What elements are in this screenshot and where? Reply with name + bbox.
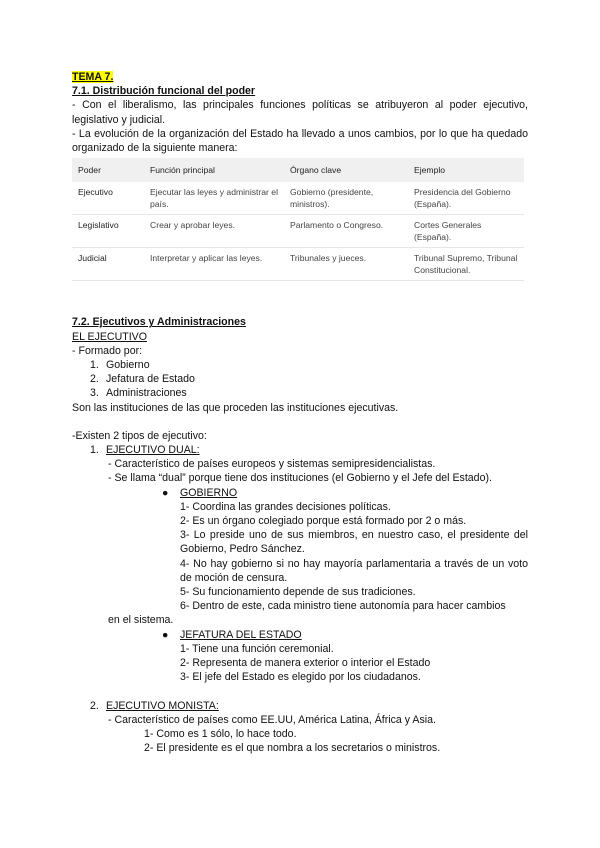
list-item: 3. Administraciones <box>90 387 187 400</box>
gobierno-bullet: ● GOBIERNO <box>162 486 238 499</box>
table-cell: Judicial <box>72 248 144 281</box>
list-item: 2. Jefatura de Estado <box>90 373 195 386</box>
section-1-paragraph-1: - Con el liberalismo, las principales funciones políticas se atribuyeron al poder ejecutivo, legislativo y judicial. <box>72 99 528 126</box>
table-cell: Ejecutar las leyes y administrar el país. <box>144 182 284 215</box>
jefatura-bullet: ● JEFATURA DEL ESTADO <box>162 628 302 641</box>
list-item: 3- Lo preside uno de sus miembros, en nuestro caso, el presidente del Gobierno, Pedro Sánchez. <box>180 529 528 556</box>
list-item-continuation: en el sistema. <box>108 614 174 627</box>
table-cell: Presidencia del Gobierno (España). <box>408 182 524 215</box>
table-cell: Parlamento o Congreso. <box>284 215 408 248</box>
table-header: Poder <box>72 158 144 182</box>
formado-label: - Formado por: <box>72 344 143 357</box>
list-item: 2- Es un órgano colegiado porque está formado por 2 o más. <box>180 515 467 528</box>
list-item: 2- El presidente es el que nombra a los secretarios o ministros. <box>144 742 441 755</box>
monista-heading: 2. EJECUTIVO MONISTA: <box>90 699 219 712</box>
table-cell: Tribunal Supremo, Tribunal Constitucional. <box>408 248 524 281</box>
section-1-paragraph-2: - La evolución de la organización del Estado ha llevado a unos cambios, por lo que ha quedado organizado de la siguiente manera: <box>72 127 528 155</box>
section-2-heading: 7.2. Ejecutivos y Administraciones <box>72 316 246 329</box>
table-header: Función principal <box>144 158 284 182</box>
table-cell: Cortes Generales (España). <box>408 215 524 248</box>
list-item: 2- Representa de manera exterior o interior el Estado <box>180 657 431 670</box>
table-cell: Tribunales y jueces. <box>284 248 408 281</box>
section-2-subheading: EL EJECUTIVO <box>72 330 147 343</box>
table-header: Órgano clave <box>284 158 408 182</box>
list-item: 1. Gobierno <box>90 359 150 372</box>
instituciones-text: Son las instituciones de las que proceden las instituciones ejecutivas. <box>72 401 399 414</box>
doc-title: TEMA 7. <box>72 71 114 83</box>
list-item: 3- El jefe del Estado es elegido por los ciudadanos. <box>180 671 421 684</box>
powers-table <box>72 158 524 281</box>
section-1-heading: 7.1. Distribución funcional del poder <box>72 85 256 98</box>
table-cell: Legislativo <box>72 215 144 248</box>
table-row <box>72 248 524 281</box>
dual-heading: 1. EJECUTIVO DUAL: <box>90 444 200 457</box>
list-item: 1- Tiene una función ceremonial. <box>180 642 334 655</box>
list-item: 1- Como es 1 sólo, lo hace todo. <box>144 727 297 740</box>
table-header: Ejemplo <box>408 158 524 182</box>
table-cell: Gobierno (presidente, ministros). <box>284 182 408 215</box>
table-cell: Crear y aprobar leyes. <box>144 215 284 248</box>
dual-line-2: - Se llama “dual” porque tiene dos instituciones (el Gobierno y el Jefe del Estado). <box>108 472 492 485</box>
table-cell: Ejecutivo <box>72 182 144 215</box>
table-cell: Interpretar y aplicar las leyes. <box>144 248 284 281</box>
monista-line-1: - Característico de países como EE.UU, América Latina, África y Asia. <box>108 713 436 726</box>
tipos-text: -Existen 2 tipos de ejecutivo: <box>72 429 207 442</box>
list-item: 4- No hay gobierno si no hay mayoría parlamentaria a través de un voto de moción de censura. <box>180 557 528 584</box>
table-row <box>72 215 524 248</box>
list-item: 1- Coordina las grandes decisiones políticas. <box>180 500 391 513</box>
list-item: 5- Su funcionamiento depende de sus tradiciones. <box>180 586 416 599</box>
dual-line-1: - Característico de países europeos y sistemas semipresidencialistas. <box>108 458 436 471</box>
document-page <box>72 70 528 755</box>
list-item: 6- Dentro de este, cada ministro tiene autonomía para hacer cambios <box>180 600 506 613</box>
table-row <box>72 182 524 215</box>
